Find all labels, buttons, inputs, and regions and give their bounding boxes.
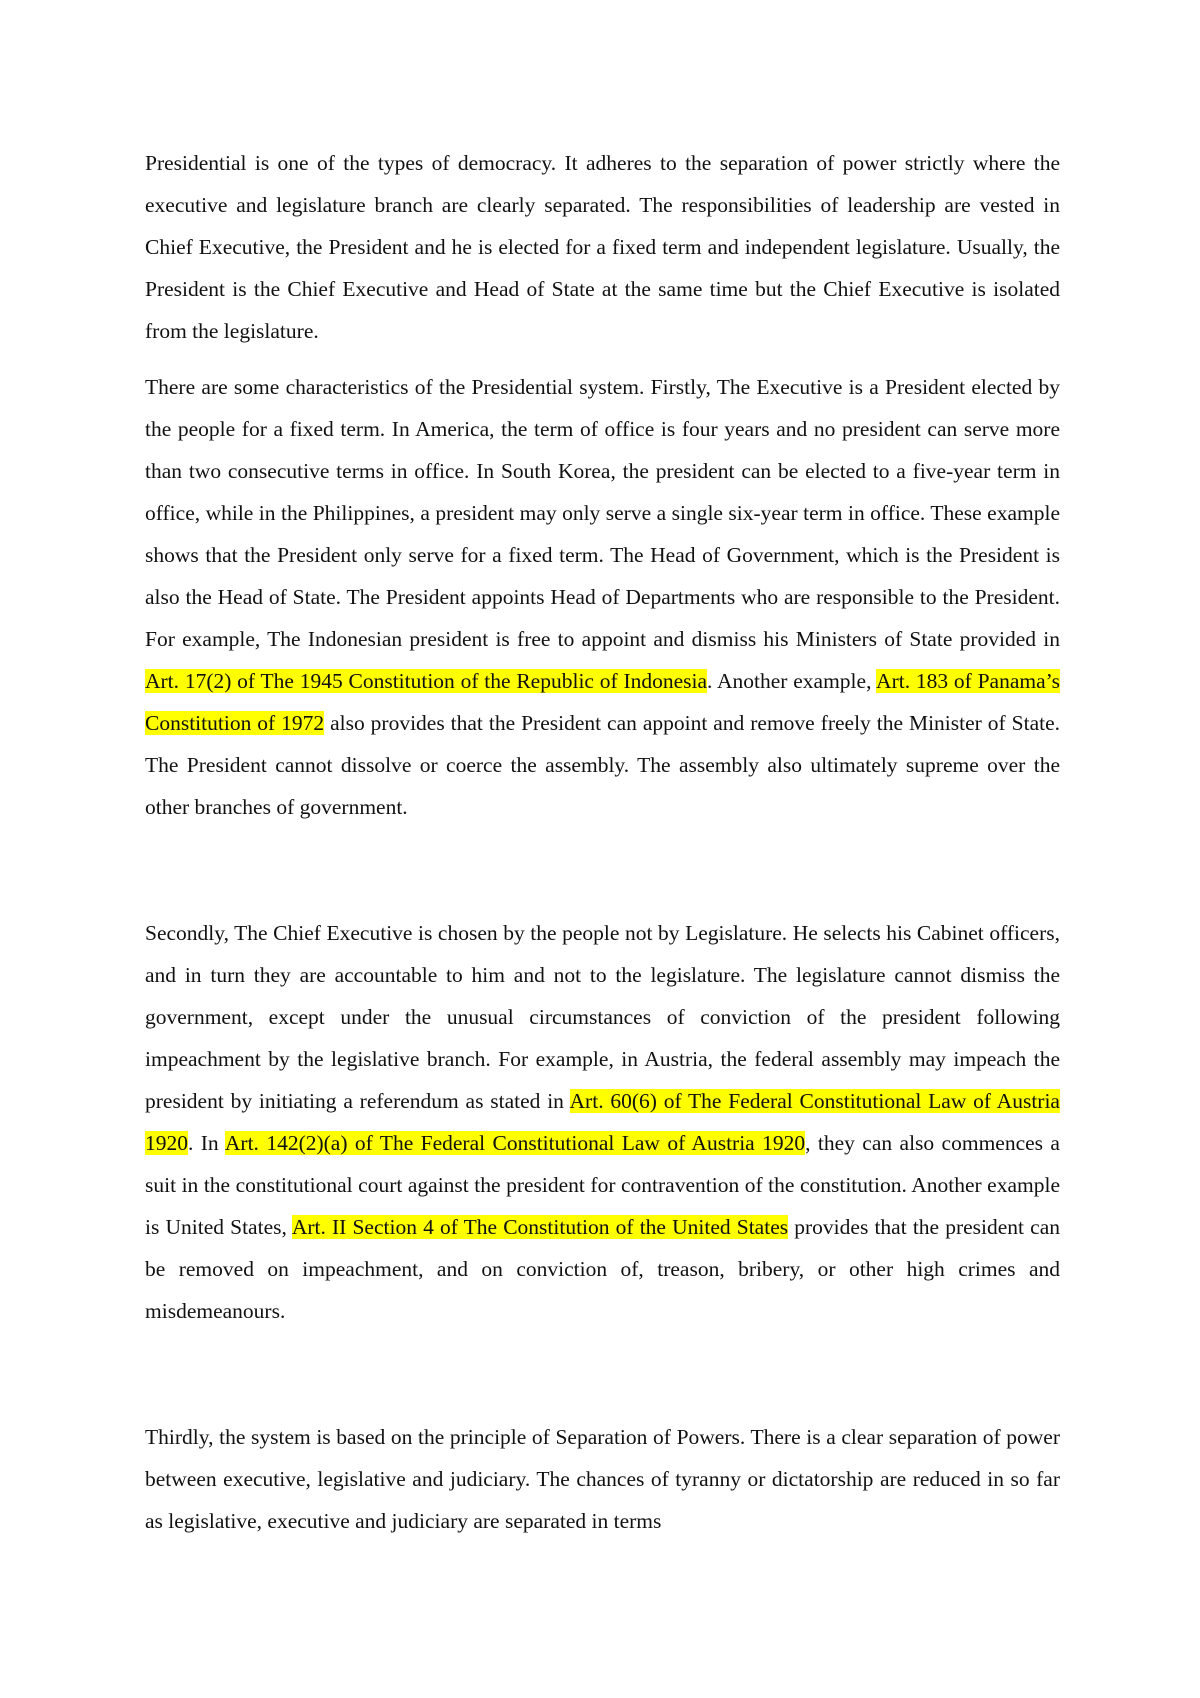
highlighted-citation: Art. II Section 4 of The Constitution of the United States — [291, 1215, 789, 1239]
paragraph-characteristics — [145, 366, 1060, 828]
paragraph-secondly — [145, 912, 1060, 1332]
highlighted-citation: Art. 17(2) of The 1945 Constitution of the Republic of Indonesia — [145, 669, 708, 693]
paragraph-thirdly — [145, 1416, 1060, 1542]
paragraph-intro — [145, 142, 1060, 352]
text-segment: There are some characteristics of the Presidential system. Firstly, The Executive is a President elected by the people for a fixed term. In America, the term of office is four years and no president can serve more than two consecutive terms in office. In South Korea, the president can be elected to a five-year term in office, while in the Philippines, a president may only serve a single six-year term in office. These example shows that the President only serve for a fixed term. The Head of Government, which is the President is also the Head of State. The President appoints Head of Departments who are responsible to the President. For example, The Indonesian president is free to appoint and dismiss his Ministers of State provided in — [145, 375, 1060, 651]
paragraph-text — [145, 1416, 1060, 1542]
text-segment: . Another example, — [707, 669, 877, 693]
highlighted-citation: Art. 142(2)(a) of The Federal Constitutional Law of Austria 1920 — [224, 1131, 806, 1155]
text-segment: Secondly, The Chief Executive is chosen by the people not by Legislature. He selects his Cabinet officers, and in turn they are accountable to him and not to the legislature. The legislature cannot dismiss the government, except under the unusual circumstances of conviction of the president following impeachment by the legislative branch. For example, in Austria, the federal assembly may impeach the president by initiating a referendum as stated in — [145, 921, 1060, 1113]
paragraph-text — [145, 912, 1060, 1332]
text-segment: provides that the president can be removed on impeachment, and on conviction of, treason, bribery, or other high crimes and misdemeanours. — [145, 1215, 1061, 1323]
text-segment: Thirdly, the system is based on the principle of Separation of Powers. There is a clear separation of power between executive, legislative and judiciary. The chances of tyranny or dictatorship are reduced in so far as legislative, executive and judiciary are separated in terms — [145, 1425, 1060, 1533]
text-segment: Presidential is one of the types of democracy. It adheres to the separation of power strictly where the executive and legislature branch are clearly separated. The responsibilities of leadership are vested in Chief Executive, the President and he is elected for a fixed term and independent legislature. Usually, the President is the Chief Executive and Head of State at the same time but the Chief Executive is isolated from the legislature. — [145, 151, 1060, 343]
text-segment: , they can also commences a suit in the constitutional court against the president for contravention of the constitution. Another example is United States, — [145, 1131, 1060, 1239]
highlighted-citation: Art. 60(6) of The Federal Constitutional Law of Austria 1920 — [145, 1089, 1060, 1155]
highlighted-citation: Art. 183 of Panama’s Constitution of 1972 — [145, 669, 1060, 735]
text-segment: . In — [188, 1131, 225, 1155]
text-segment: also provides that the President can appoint and remove freely the Minister of State. The President cannot dissolve or coerce the assembly. The assembly also ultimately supreme over the other branches of government. — [145, 711, 1061, 819]
paragraph-text — [145, 142, 1060, 352]
paragraph-text — [145, 366, 1060, 828]
